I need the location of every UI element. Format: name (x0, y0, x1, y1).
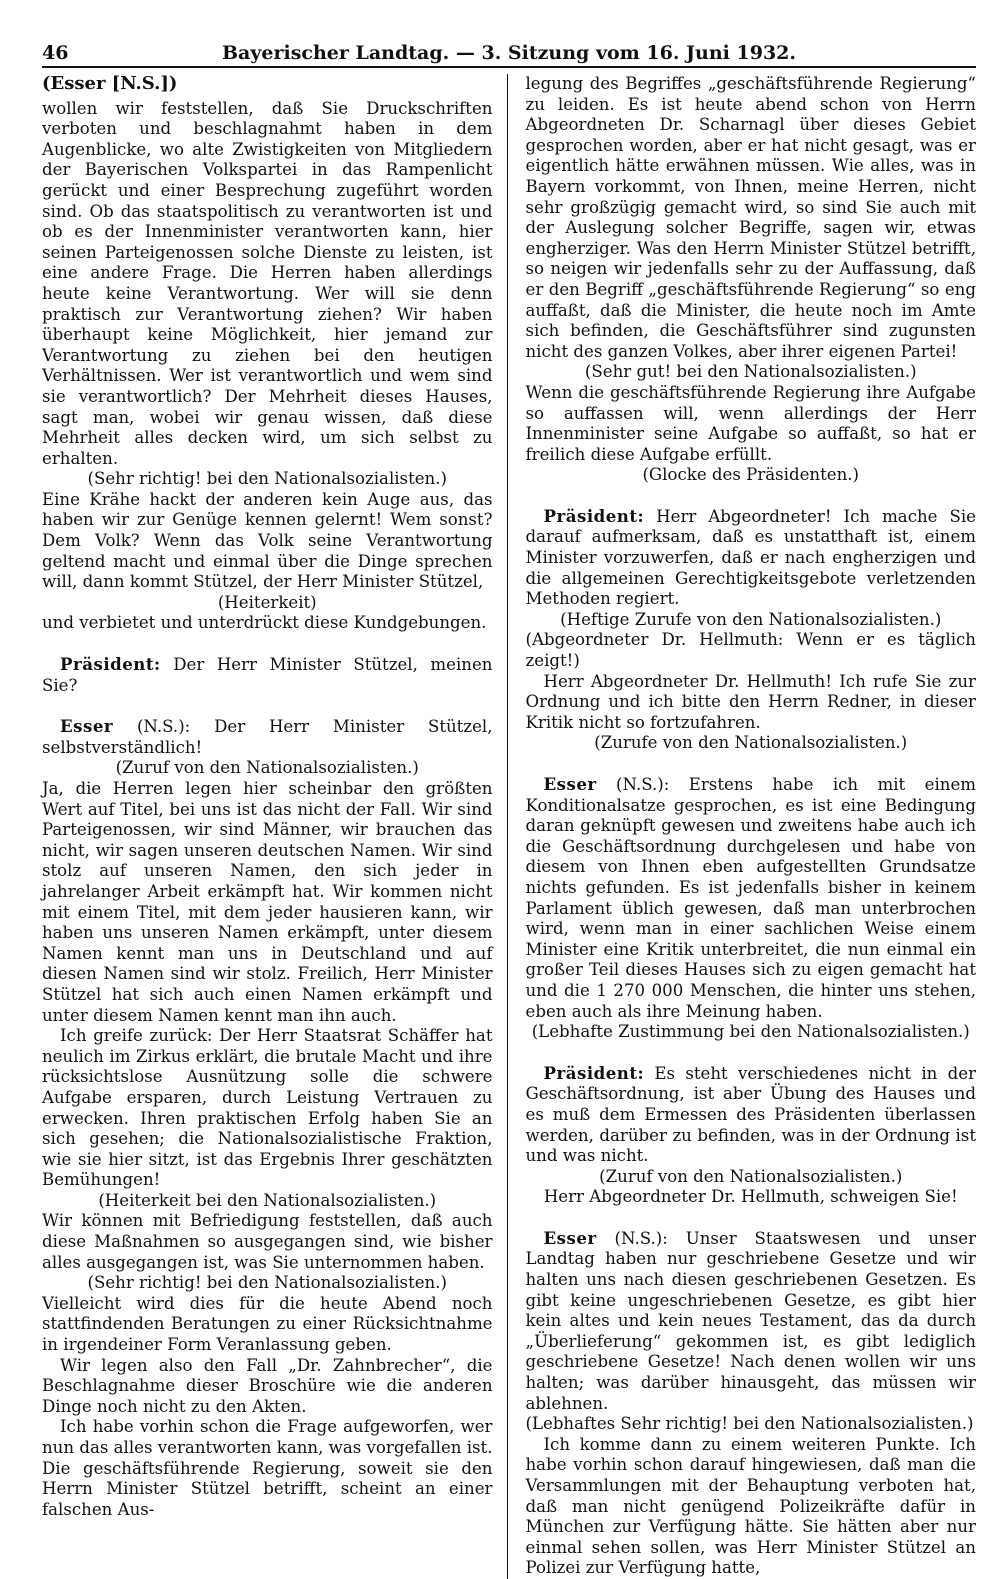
paragraph-gap (526, 1208, 977, 1228)
paragraph-text: (Heftige Zurufe von den Nationalsozialisten.) (560, 609, 942, 629)
paragraph (526, 1414, 977, 1435)
paragraph (42, 716, 493, 758)
paragraph-text: (Sehr gut! bei den Nationalsozialisten.) (584, 362, 917, 382)
paragraph-text: (Lebhafte Zustimmung bei den Nationalsozialisten.) (531, 1022, 970, 1042)
paragraph-text: (Glocke des Präsidenten.) (642, 465, 860, 485)
paragraph-text: (N.S.): Unser Staatswesen und unser Landtag haben nur geschriebene Gesetze und wir halten uns nach diesen geschriebenen Gesetzen. Es gibt keine ungeschriebenen Gesetze, es gibt hier kein altes und kein neues Testament, das da durch „Überlieferung“ gekommen ist, es gibt lediglich geschriebene Gesetze! Nach denen wollen wir uns halten; was darüber hinausgeht, das müssen wir ablehnen. (525, 1228, 976, 1413)
paragraph (42, 613, 493, 634)
paragraph-text: Vielleicht wird dies für die heute Abend noch stattfindenden Beratungen zu einer Rücksichtnahme in irgendeiner Form Veranlassung geben. (42, 1293, 493, 1355)
paragraph-text: (Sehr richtig! bei den Nationalsozialisten.) (87, 1273, 447, 1293)
column-divider (507, 74, 508, 1579)
paragraph (526, 672, 977, 734)
speaker-name: Esser (60, 716, 114, 737)
paragraph-text: und verbietet und unterdrückt diese Kundgebungen. (42, 613, 487, 633)
paragraph-text: wollen wir feststellen, daß Sie Druckschriften verboten und beschlagnahmt haben in dem Augenblicke, wo alte Zwistigkeiten von Mitgliedern der Bayerischen Volkspartei in das Rampenlicht gerückt und einer Besprechung zugeführt worden sind. Ob das staatspolitisch zu verantworten ist und ob es der Innenminister verantworten kann, hier seinen Parteigenossen solche Dienste zu leisten, ist eine andere Frage. Die Herren haben allerdings heute keine Verantwortung. Wer will sie denn praktisch zur Verantwortung ziehen? Wir haben überhaupt keine Möglichkeit, hier jemand zur Verantwortung zu ziehen bei den heutigen Verhältnissen. Wer ist verantwortlich und wem sind sie verantwortlich? Der Mehrheit dieses Hauses, sagt man, wobei wir genau wissen, daß diese Mehrheit alles decken wird, um sich selbst zu erhalten. (42, 98, 493, 468)
interjection (526, 733, 977, 754)
paragraph-text: Es steht verschiedenes nicht in der Geschäftsordnung, ist aber Übung des Hauses und es muß dem Ermessen des Präsidenten überlassen werden, darüber zu befinden, was in der Ordnung ist und was nicht. (525, 1063, 976, 1166)
paragraph-gap (526, 754, 977, 774)
paragraph-text: Ja, die Herren legen hier scheinbar den größten Wert auf Titel, bei uns ist das nicht der Fall. Wir sind Parteigenossen, wir sind Männer, wir brauchen das nicht, wir sagen unseren deutschen Namen. Wir sind stolz auf unseren Namen, den sich jeder in jahrelanger Arbeit erkämpft hat. Wir kommen nicht mit einem Titel, mit dem jeder hausieren kann, wir haben uns unseren Namen erkämpft, unter diesem Namen kennt man uns in Deutschland und auf diesen Namen sind wir stolz. Freilich, Herr Minister Stützel hat sich auch einen Namen erkämpft und unter diesem Namen kennt man ihn auch. (42, 779, 493, 1025)
paragraph-text: (N.S.): Der Herr Minister Stützel, selbstverständlich! (42, 717, 493, 757)
speaker-name: Präsident: (60, 654, 161, 675)
paragraph-gap (526, 1043, 977, 1063)
paragraph (42, 779, 493, 1026)
speaker-name: Präsident: (543, 1062, 645, 1083)
paragraph-text: (Abgeordneter Dr. Hellmuth: Wenn er es täglich zeigt!) (525, 630, 976, 671)
paragraph (42, 99, 493, 470)
paragraph-text: Wenn die geschäftsführende Regierung ihre Aufgabe so auffassen will, wenn allerdings der Herr Innenminister seine Aufgabe so auffaßt, so hat er freilich diese Aufgabe erfüllt. (525, 382, 976, 464)
running-title: Bayerischer Landtag. — 3. Sitzung vom 16. Juni 1932. (221, 42, 797, 64)
page-number: 46 (42, 42, 69, 64)
paragraph (42, 1356, 493, 1418)
paragraph-text: Eine Krähe hackt der anderen kein Auge aus, das haben wir zur Genüge kennen gelernt! Wem sonst? Dem Volk? Wenn das Volk seine Verantwortung geltend macht und einmal über die Dinge sprechen will, dann kommt Stützel, der Herr Minister Stützel, (42, 489, 493, 592)
paragraph-text: Herr Abgeordneter! Ich mache Sie darauf aufmerksam, daß es unstatthaft ist, einem Minister vorzuwerfen, daß er nach engherzigen und die allgemeinen Gerechtigkeitsgebote verletzenden Methoden regiert. (525, 506, 976, 609)
interjection (526, 610, 977, 631)
paragraph-gap (526, 486, 977, 506)
interjection (526, 1187, 977, 1208)
paragraph-text: (Heiterkeit) (217, 592, 317, 612)
interjection (526, 465, 977, 486)
paragraph-text: (Heiterkeit bei den Nationalsozialisten.) (98, 1190, 437, 1210)
text-columns (42, 74, 976, 1579)
paragraph-text: Ich greife zurück: Der Herr Staatsrat Schäffer hat neulich im Zirkus erklärt, die brutale Macht und ihre rücksichtslose Ausnützung solle die schwere Aufgabe ersparen, durch Leistung Vertrauen zu erwecken. Ihren praktischen Erfolg haben Sie an sich gesehen; die Nationalsozialistische Fraktion, wie sie hier sitzt, ist das Ergebnis Ihrer geschätzten Bemühungen! (42, 1026, 493, 1190)
paragraph (42, 1026, 493, 1191)
paragraph-text: (Zuruf von den Nationalsozialisten.) (115, 758, 419, 778)
paragraph (526, 1228, 977, 1414)
paragraph-text: (Lebhaftes Sehr richtig! bei den Nationalsozialisten.) (525, 1414, 974, 1434)
paragraph (526, 1063, 977, 1167)
interjection (42, 1191, 493, 1212)
paragraph-text: Herr Abgeordneter Dr. Hellmuth, schweigen Sie! (543, 1187, 958, 1207)
paragraph-text: (N.S.): Erstens habe ich mit einem Konditionalsatze gesprochen, es ist eine Bedingung daran geknüpft gewesen und zweitens habe auch ich die Geschäftsordnung durchgelesen und habe von diesem von Ihnen eben aufgestellten Grundsatze nichts gefunden. Es ist jedenfalls bisher in keinem Parlament üblich gewesen, daß man unterbrochen wird, wenn man in einer sachlichen Weise einem Minister eine Kritik unterbreitet, die nun einmal ein großer Teil dieses Hauses sich zu eigen gemacht hat und die 1 270 000 Menschen, die hinter uns stehen, eben auch als ihre Meinung haben. (525, 775, 976, 1021)
speaker-name: Präsident: (543, 505, 645, 526)
paragraph-text: Der Herr Minister Stützel, meinen Sie? (42, 655, 493, 695)
interjection (42, 593, 493, 614)
paragraph-text: Ich komme dann zu einem weiteren Punkte. Ich habe vorhin schon darauf hingewiesen, daß man die Versammlungen mit der Behauptung verboten hat, daß man nicht genügend Polizeikräfte dafür in München zur Verfügung hätte. Sie hätten aber nur einmal sehen sollen, was Herr Minister Stützel an Polizei zur Verfügung hatte, (525, 1434, 976, 1578)
header-rule (42, 66, 976, 68)
speaker-name: Esser (543, 774, 597, 794)
interjection (526, 362, 977, 383)
interjection (42, 469, 493, 490)
paragraph-gap (42, 696, 493, 716)
column-running-head: (Esser [N.S.]) (42, 73, 178, 94)
paragraph-text: Ich habe vorhin schon die Frage aufgeworfen, wer nun das alles verantworten kann, was vorgefallen ist. Die geschäftsführende Regierung, soweit sie den Herrn Minister Stützel betrifft, scheint an einer falschen Aus- (42, 1417, 493, 1519)
paragraph (42, 1417, 493, 1520)
interjection (42, 1273, 493, 1294)
paragraph-text: (Zuruf von den Nationalsozialisten.) (599, 1166, 903, 1186)
paragraph (42, 1211, 493, 1273)
interjection (526, 1167, 977, 1188)
speaker-name: Esser (543, 1227, 597, 1248)
paragraph (526, 383, 977, 465)
paragraph (526, 74, 977, 362)
paragraph-text: (Sehr richtig! bei den Nationalsozialisten.) (87, 469, 447, 489)
paragraph-gap (42, 634, 493, 654)
paragraph-text: legung des Begriffes „geschäftsführende Regierung“ zu leiden. Es ist heute abend schon von Herrn Abgeordneten Dr. Scharnagl über dieses Gebiet gesprochen worden, aber er hat nicht gesagt, was er eigentlich hätte erwähnen müssen. Wie alles, was in Bayern vorkommt, von Ihnen, meine Herren, nicht sehr großzügig gemacht wird, so sind Sie auch mit der Auslegung solcher Begriffe, sagen wir, etwas engherziger. Was den Herrn Minister Stützel betrifft, so neigen wir jedenfalls sehr zu der Auffassung, daß er den Begriff „geschäftsführende Regierung“ so eng auffaßt, daß die Minister, die heute noch im Amte sich befinden, die Geschäftsführer sind zugunsten nicht des ganzen Volkes, aber ihrer eigenen Partei! (525, 74, 976, 361)
paragraph-text: Wir können mit Befriedigung feststellen, daß auch diese Maßnahmen so ausgegangen sind, wie bisher alles ausgegangen ist, was Sie unternommen haben. (42, 1211, 493, 1272)
right-column (526, 74, 977, 1579)
paragraph-text: (Zurufe von den Nationalsozialisten.) (594, 733, 908, 753)
paragraph-text: Herr Abgeordneter Dr. Hellmuth! Ich rufe Sie zur Ordnung und ich bitte den Herrn Redner, in dieser Kritik nicht so fortzufahren. (525, 671, 976, 732)
paragraph (526, 774, 977, 1022)
paragraph (42, 654, 493, 696)
paragraph (42, 490, 493, 593)
paragraph (526, 1435, 977, 1579)
interjection (42, 758, 493, 779)
interjection (526, 1022, 977, 1043)
paragraph (42, 1294, 493, 1356)
page-header (42, 38, 976, 64)
paragraph (526, 506, 977, 610)
paragraph-text: Wir legen also den Fall „Dr. Zahnbrecher“, die Beschlagnahme dieser Broschüre wie die anderen Dinge noch nicht zu den Akten. (42, 1355, 493, 1416)
left-column (42, 74, 493, 1579)
paragraph (526, 630, 977, 671)
